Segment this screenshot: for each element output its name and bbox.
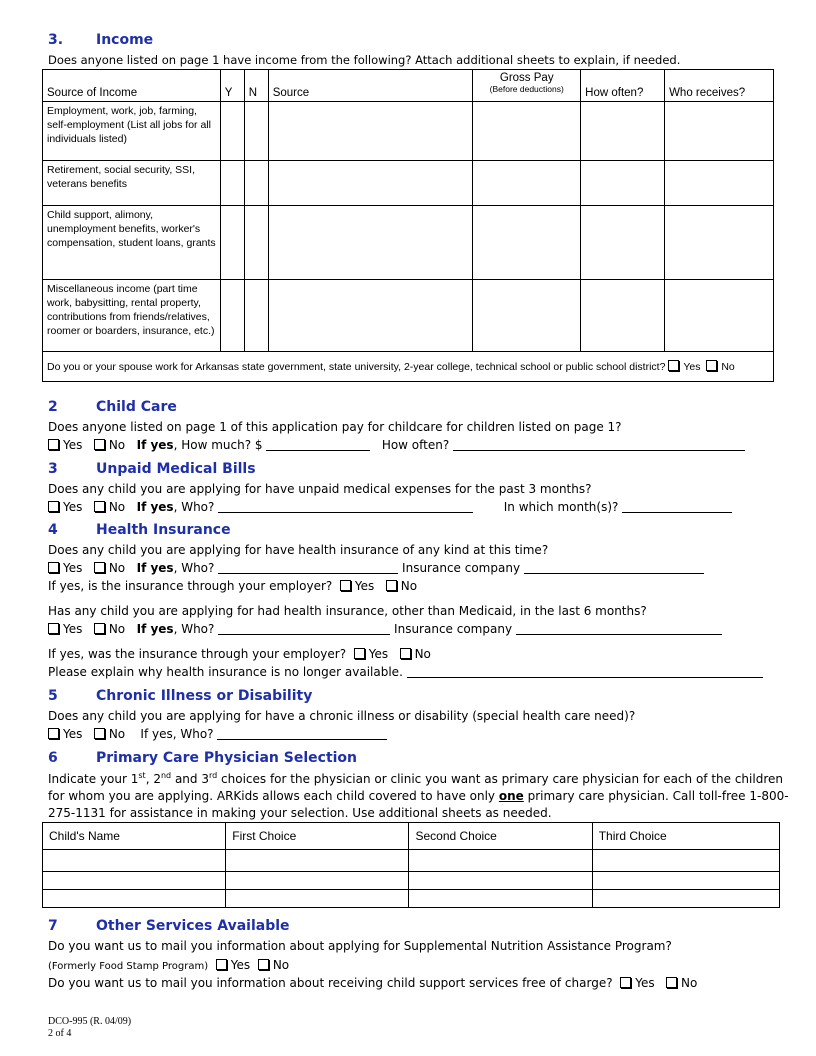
medical-bills-answer-line bbox=[48, 500, 732, 514]
header-gross-pay bbox=[473, 70, 581, 102]
y-cell[interactable] bbox=[220, 206, 244, 280]
source-cell[interactable] bbox=[268, 102, 473, 161]
no-label: No bbox=[414, 647, 431, 661]
section-number: 6 bbox=[48, 750, 58, 766]
gross-pay-label: Gross Pay bbox=[499, 72, 554, 84]
income-row-label: Employment, work, job, farming, self-employment (List all jobs for all individuals listed) bbox=[43, 102, 221, 161]
health-insurance-q2: Has any child you are applying for had health insurance, other than Medicaid, in the last 6 months? bbox=[48, 604, 647, 618]
income-row-label: Child support, alimony, unemployment benefits, worker's compensation, student loans, grants bbox=[43, 206, 221, 280]
who-receives-cell[interactable] bbox=[665, 280, 774, 352]
y-cell[interactable] bbox=[220, 161, 244, 206]
income-row-label: Miscellaneous income (part time work, babysitting, rental property, contributions from friends/relatives, roomer or boarders, insurance, etc.) bbox=[43, 280, 221, 352]
header-n: N bbox=[244, 70, 268, 102]
table-row bbox=[43, 161, 774, 206]
no-checkbox[interactable] bbox=[706, 360, 717, 371]
text-part: , 2 bbox=[145, 772, 161, 786]
how-often-label: How often? bbox=[381, 438, 450, 452]
first-choice-cell[interactable] bbox=[226, 850, 409, 872]
section-number: 3. bbox=[48, 32, 64, 48]
if-yes-label: If yes bbox=[136, 438, 174, 452]
third-choice-cell[interactable] bbox=[592, 890, 779, 908]
yes-checkbox[interactable] bbox=[48, 439, 59, 450]
physician-text-line2 bbox=[48, 789, 789, 803]
who-receives-cell[interactable] bbox=[665, 161, 774, 206]
child-name-cell[interactable] bbox=[43, 850, 226, 872]
which-months-field[interactable] bbox=[622, 501, 732, 513]
income-intro: Does anyone listed on page 1 have income from the following? Attach additional sheets to explain, if needed. bbox=[48, 53, 681, 67]
n-cell[interactable] bbox=[244, 102, 268, 161]
section-number: 7 bbox=[48, 918, 58, 934]
child-care-answer-line bbox=[48, 438, 745, 452]
text-part: primary care physician. Call toll-free 1-800- bbox=[523, 789, 789, 803]
no-label: No bbox=[400, 579, 418, 593]
how-often-cell[interactable] bbox=[581, 102, 665, 161]
yes-checkbox[interactable] bbox=[668, 360, 679, 371]
table-row bbox=[43, 872, 780, 890]
yes-checkbox[interactable] bbox=[48, 501, 59, 512]
yes-checkbox[interactable] bbox=[48, 728, 59, 739]
section-title-text: Primary Care Physician Selection bbox=[96, 750, 358, 766]
income-row-label: Retirement, social security, SSI, veterans benefits bbox=[43, 161, 221, 206]
chronic-illness-section-title bbox=[48, 688, 312, 704]
insurance-company-field[interactable] bbox=[524, 562, 704, 574]
source-cell[interactable] bbox=[268, 206, 473, 280]
yes-checkbox[interactable] bbox=[340, 580, 351, 591]
employer-q2-label: If yes, was the insurance through your employer? bbox=[48, 647, 347, 661]
text-part: choices for the physician or clinic you want as primary care physician for each of the children bbox=[217, 772, 783, 786]
section-title-text: Other Services Available bbox=[96, 918, 290, 934]
state-employment-question: Do you or your spouse work for Arkansas state government, state university, 2-year college, technical school or public school district? bbox=[47, 361, 666, 373]
health-insurance-q1: Does any child you are applying for have health insurance of any kind at this time? bbox=[48, 543, 549, 557]
child-support-question: Do you want us to mail you information about receiving child support services free of charge? bbox=[48, 976, 613, 990]
how-often-cell[interactable] bbox=[581, 161, 665, 206]
insurance-company-label: Insurance company bbox=[394, 622, 513, 636]
how-much-field[interactable] bbox=[266, 439, 370, 451]
third-choice-cell[interactable] bbox=[592, 850, 779, 872]
child-name-cell[interactable] bbox=[43, 890, 226, 908]
gross-pay-note: (Before deductions) bbox=[489, 84, 564, 94]
section-title-text: Child Care bbox=[96, 399, 177, 415]
how-often-cell[interactable] bbox=[581, 206, 665, 280]
third-choice-cell[interactable] bbox=[592, 872, 779, 890]
form-id: DCO-995 (R. 04/09) bbox=[48, 1016, 132, 1027]
no-label: No bbox=[721, 361, 735, 373]
second-choice-cell[interactable] bbox=[409, 872, 592, 890]
section-number: 4 bbox=[48, 522, 58, 538]
other-services-section-title bbox=[48, 918, 290, 934]
explain-line bbox=[48, 665, 763, 679]
income-table bbox=[42, 69, 774, 382]
how-often-field[interactable] bbox=[453, 439, 745, 451]
page-number: 2 of 4 bbox=[48, 1028, 72, 1039]
header-first-choice: First Choice bbox=[226, 823, 409, 850]
child-name-cell[interactable] bbox=[43, 872, 226, 890]
medical-bills-section-title bbox=[48, 461, 256, 477]
no-label: No bbox=[108, 561, 126, 575]
who-label: , Who? bbox=[173, 622, 215, 636]
source-cell[interactable] bbox=[268, 280, 473, 352]
yes-label: Yes bbox=[635, 976, 655, 990]
table-row bbox=[43, 850, 780, 872]
which-months-label: In which month(s)? bbox=[503, 500, 619, 514]
employer-q1-label: If yes, is the insurance through your employer? bbox=[48, 579, 333, 593]
yes-label: Yes bbox=[354, 579, 375, 593]
no-checkbox[interactable] bbox=[94, 562, 105, 573]
no-label: No bbox=[108, 727, 126, 741]
table-row bbox=[43, 890, 780, 908]
child-support-line bbox=[48, 976, 697, 990]
y-cell[interactable] bbox=[220, 280, 244, 352]
header-third-choice: Third Choice bbox=[592, 823, 779, 850]
no-checkbox[interactable] bbox=[666, 977, 677, 988]
medical-bills-question: Does any child you are applying for have unpaid medical expenses for the past 3 months? bbox=[48, 482, 592, 496]
who-field[interactable] bbox=[218, 501, 473, 513]
no-label: No bbox=[108, 438, 126, 452]
first-choice-cell[interactable] bbox=[226, 872, 409, 890]
yes-label: Yes bbox=[63, 500, 83, 514]
table-row bbox=[43, 206, 774, 280]
yes-label: Yes bbox=[63, 561, 83, 575]
physician-text-line1 bbox=[48, 771, 783, 786]
no-checkbox[interactable] bbox=[400, 648, 411, 659]
employer-q2-line bbox=[48, 647, 431, 661]
physician-text-line3: 275-1131 for assistance in making your selection. Use additional sheets as needed. bbox=[48, 806, 552, 820]
yes-checkbox[interactable] bbox=[216, 959, 227, 970]
gross-pay-cell[interactable] bbox=[473, 102, 581, 161]
header-child-name: Child's Name bbox=[43, 823, 226, 850]
how-much-label: , How much? $ bbox=[173, 438, 263, 452]
yes-label: Yes bbox=[63, 727, 83, 741]
who-receives-cell[interactable] bbox=[665, 102, 774, 161]
yes-label: Yes bbox=[63, 438, 83, 452]
header-who-receives: Who receives? bbox=[665, 70, 774, 102]
no-label: No bbox=[272, 958, 290, 972]
who-field[interactable] bbox=[218, 623, 390, 635]
how-often-cell[interactable] bbox=[581, 280, 665, 352]
text-part: and 3 bbox=[171, 772, 209, 786]
section-number: 5 bbox=[48, 688, 58, 704]
physician-table bbox=[42, 822, 780, 908]
second-choice-cell[interactable] bbox=[409, 850, 592, 872]
who-field[interactable] bbox=[217, 728, 387, 740]
child-care-section-title bbox=[48, 399, 177, 415]
section-number: 3 bbox=[48, 461, 58, 477]
n-cell[interactable] bbox=[244, 206, 268, 280]
physician-header-row bbox=[43, 823, 780, 850]
yes-checkbox[interactable] bbox=[354, 648, 365, 659]
physician-section-title bbox=[48, 750, 357, 766]
state-employment-cell bbox=[43, 352, 774, 382]
gross-pay-cell[interactable] bbox=[473, 161, 581, 206]
if-yes-label: If yes bbox=[136, 622, 174, 636]
yes-label: Yes bbox=[683, 361, 701, 373]
yes-label: Yes bbox=[368, 647, 389, 661]
health-insurance-q2-answer bbox=[48, 622, 722, 636]
income-section-title bbox=[48, 32, 153, 48]
gross-pay-cell[interactable] bbox=[473, 206, 581, 280]
who-field[interactable] bbox=[218, 562, 398, 574]
snap-answer bbox=[48, 958, 289, 972]
first-choice-cell[interactable] bbox=[226, 890, 409, 908]
yes-label: Yes bbox=[230, 958, 251, 972]
no-checkbox[interactable] bbox=[94, 501, 105, 512]
snap-question: Do you want us to mail you information about applying for Supplemental Nutrition Assistance Program? bbox=[48, 939, 672, 953]
no-label: No bbox=[108, 500, 126, 514]
yes-label: Yes bbox=[63, 622, 83, 636]
y-cell[interactable] bbox=[220, 102, 244, 161]
emphasis-one: one bbox=[498, 789, 524, 803]
if-yes-who-label: If yes, Who? bbox=[140, 727, 214, 741]
explain-label: Please explain why health insurance is no longer available. bbox=[48, 665, 403, 679]
snap-note: (Formerly Food Stamp Program) bbox=[48, 961, 209, 972]
section-number: 2 bbox=[48, 399, 58, 415]
no-label: No bbox=[681, 976, 698, 990]
who-label: , Who? bbox=[173, 561, 215, 575]
header-source: Source bbox=[268, 70, 473, 102]
income-header-row bbox=[43, 70, 774, 102]
no-label: No bbox=[108, 622, 126, 636]
text-part: Indicate your 1 bbox=[48, 772, 139, 786]
section-title-text: Health Insurance bbox=[96, 522, 231, 538]
employer-q1-line bbox=[48, 579, 417, 593]
header-source-of-income: Source of Income bbox=[43, 70, 221, 102]
if-yes-label: If yes bbox=[136, 561, 174, 575]
no-checkbox[interactable] bbox=[94, 623, 105, 634]
explain-field[interactable] bbox=[407, 666, 763, 678]
insurance-company-label: Insurance company bbox=[402, 561, 521, 575]
superscript: nd bbox=[160, 771, 172, 780]
if-yes-label: If yes bbox=[136, 500, 174, 514]
section-title-text: Income bbox=[96, 32, 154, 48]
header-how-often: How often? bbox=[581, 70, 665, 102]
child-care-question: Does anyone listed on page 1 of this application pay for childcare for children listed on page 1? bbox=[48, 420, 622, 434]
gross-pay-cell[interactable] bbox=[473, 280, 581, 352]
health-insurance-q1-answer bbox=[48, 561, 704, 575]
header-y: Y bbox=[220, 70, 244, 102]
n-cell[interactable] bbox=[244, 161, 268, 206]
who-label: , Who? bbox=[173, 500, 215, 514]
health-insurance-section-title bbox=[48, 522, 231, 538]
n-cell[interactable] bbox=[244, 280, 268, 352]
state-employment-row bbox=[43, 352, 774, 382]
who-receives-cell[interactable] bbox=[665, 206, 774, 280]
yes-checkbox[interactable] bbox=[620, 977, 631, 988]
no-checkbox[interactable] bbox=[386, 580, 397, 591]
table-row bbox=[43, 102, 774, 161]
no-checkbox[interactable] bbox=[94, 439, 105, 450]
table-row bbox=[43, 280, 774, 352]
no-checkbox[interactable] bbox=[258, 959, 269, 970]
second-choice-cell[interactable] bbox=[409, 890, 592, 908]
section-title-text: Unpaid Medical Bills bbox=[96, 461, 256, 477]
insurance-company-field[interactable] bbox=[516, 623, 722, 635]
superscript: rd bbox=[208, 771, 218, 780]
yes-checkbox[interactable] bbox=[48, 623, 59, 634]
superscript: st bbox=[138, 771, 146, 780]
yes-checkbox[interactable] bbox=[48, 562, 59, 573]
source-cell[interactable] bbox=[268, 161, 473, 206]
chronic-illness-answer bbox=[48, 727, 387, 741]
no-checkbox[interactable] bbox=[94, 728, 105, 739]
section-title-text: Chronic Illness or Disability bbox=[96, 688, 313, 704]
text-part: for whom you are applying. ARKids allows each child covered to have only bbox=[48, 789, 499, 803]
header-second-choice: Second Choice bbox=[409, 823, 592, 850]
chronic-illness-question: Does any child you are applying for have a chronic illness or disability (special health care need)? bbox=[48, 709, 636, 723]
